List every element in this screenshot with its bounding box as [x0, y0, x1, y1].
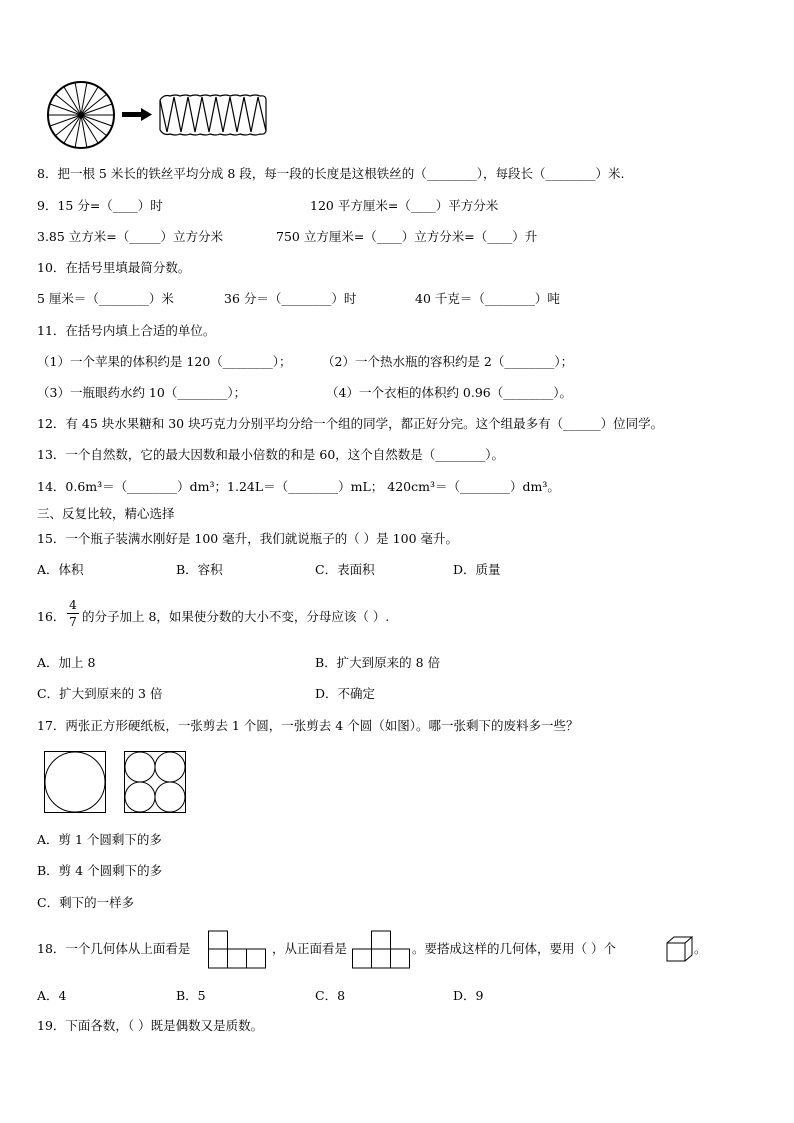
question-18-part-1: 18．一个几何体从上面看是 [37, 941, 191, 956]
question-17-stem: 17．两张正方形硬纸板，一张剪去 1 个圆，一张剪去 4 个圆（如图）。哪一张剩下的废料多一些？ [37, 718, 579, 733]
question-18-option-b: B．5 [176, 988, 206, 1003]
question-15-option-c: C．表面积 [315, 562, 375, 577]
question-11-part-1: （1）一个苹果的体积约是 120（________）； [37, 354, 292, 369]
square-four-circles [125, 752, 186, 813]
question-15-stem: 15．一个瓶子装满水刚好是 100 毫升，我们就说瓶子的（ ）是 100 毫升。 [37, 531, 458, 546]
question-16-number: 16． [37, 609, 66, 624]
top-view-figure [208, 930, 266, 970]
question-10-part-c: 40 千克＝（________）吨 [415, 291, 560, 306]
fraction-numerator: 4 [69, 598, 77, 612]
question-9-part-c: 3.85 立方米=（_____）立方分米 [37, 229, 224, 244]
front-view-figure [352, 930, 410, 970]
question-10-part-b: 36 分＝（________）时 [224, 291, 357, 306]
question-9-part-d: 750 立方厘米=（____）立方分米=（____）升 [276, 229, 538, 244]
section-3-heading: 三、反复比较，精心选择 [37, 506, 175, 521]
question-11-title: 11．在括号内填上合适的单位。 [37, 323, 216, 338]
question-17-option-a: A．剪 1 个圆剩下的多 [37, 832, 162, 847]
question-16-option-b: B．扩大到原来的 8 倍 [315, 655, 441, 670]
question-15-option-b: B．容积 [176, 562, 223, 577]
sector-circle [48, 82, 114, 148]
question-13: 13．一个自然数，它的最大因数和最小倍数的和是 60，这个自然数是（________）。 [37, 447, 505, 462]
question-19-stem: 19．下面各数，（ ）既是偶数又是质数。 [37, 1018, 264, 1033]
question-16-option-c: C．扩大到原来的 3 倍 [37, 686, 163, 701]
question-11-part-2: （2）一个热水瓶的容积约是 2（________）； [322, 354, 574, 369]
question-11-part-4: （4）一个衣柜的体积约 0.96（________）。 [326, 385, 573, 400]
question-17-option-c: C．剩下的一样多 [37, 895, 135, 910]
question-9-part-a: 9．15 分=（____）时 [37, 198, 163, 213]
arrow-icon [122, 108, 152, 121]
zigzag-strip [160, 95, 266, 135]
question-18-option-a: A．4 [37, 988, 67, 1003]
question-16-option-a: A．加上 8 [37, 655, 96, 670]
squares-with-circles-figure [44, 751, 188, 815]
question-8: 8．把一根 5 米长的铁丝平均分成 8 段，每一段的长度是这根铁丝的（________），每段长（________）米. [37, 166, 625, 181]
square-one-circle [45, 752, 106, 813]
question-18-option-d: D．9 [453, 988, 484, 1003]
question-18-part-2: ，从正面看是 [272, 941, 348, 956]
question-16-option-d: D．不确定 [315, 686, 376, 701]
question-18-part-3: 。要搭成这样的几何体，要用（ ）个 [412, 941, 616, 956]
cube-icon [666, 936, 694, 962]
question-10-part-a: 5 厘米＝（________）米 [37, 291, 174, 306]
question-15-option-a: A．体积 [37, 562, 84, 577]
question-12: 12．有 45 块水果糖和 30 块巧克力分别平均分给一个组的同学，都正好分完。这个组最多有（______）位同学。 [37, 416, 664, 431]
question-18-option-c: C．8 [315, 988, 346, 1003]
question-18-part-4: 。 [694, 941, 707, 956]
question-15-option-d: D．质量 [453, 562, 501, 577]
question-17-option-b: B．剪 4 个圆剩下的多 [37, 863, 163, 878]
question-11-part-3: （3）一瓶眼药水约 10（________）； [37, 385, 247, 400]
circle-to-strip-figure [46, 80, 271, 150]
fraction-4-7 [67, 598, 79, 629]
question-14: 14．0.6m³＝（________）dm³；1.24L＝（________）mL； 420cm³＝（________）dm³。 [37, 479, 560, 494]
question-10-title: 10．在括号里填最简分数。 [37, 260, 191, 275]
question-9-part-b: 120 平方厘米=（____）平方分米 [310, 198, 499, 213]
fraction-denominator: 7 [69, 615, 77, 629]
question-16-stem: 的分子加上 8，如果使分数的大小不变，分母应该（ ）. [82, 609, 390, 624]
